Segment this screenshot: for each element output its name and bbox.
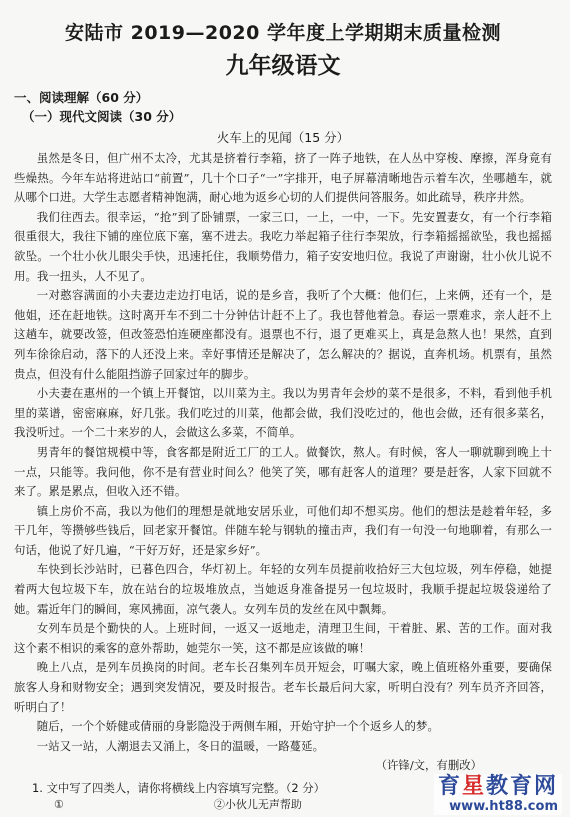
article-title: 火车上的见闻（15 分）: [216, 130, 350, 145]
article-paragraph: 男青年的餐馆规模中等，食客都是附近工厂的工人。做餐饮，熬人。有时候，客人一聊就聊到晚上十一点，只能等。我问他，你不是有营业时间么？他笑了笑，哪有赶客人的道理？要是赶客，人家下回就不来了。累是累点，但收入还不错。: [14, 444, 552, 499]
exam-title: 安陆市 2019—2020 学年度上学期期末质量检测: [65, 22, 501, 44]
article-paragraph: 晚上八点，是列车员换岗的时间。老车长召集列车员开短会，叮嘱大家，晚上值班格外重要，要确保旅客人身和财物安全；遇到突发情况，要及时报告。老车长最后问大家，听明白没有？列车员齐齐回答，听明白了！: [14, 660, 552, 714]
watermark-logo: 育星教育网: [437, 774, 558, 799]
article-body: [14, 149, 552, 756]
question-1: 1. 文中写了四类人，请你将横线上内容填写完整。（2 分）: [32, 781, 326, 795]
article-paragraph: 随后，一个个娇健或倩丽的身影隐没于两侧车厢，开始守护一个个返乡人的梦。: [36, 719, 439, 734]
article-paragraph: 车快到长沙站时，已暮色四合，华灯初上。年轻的女列车员提前收拾好三大包垃圾，列车停稳，她提着两大包垃圾下车，放在站台的垃圾堆放点，当她返身准备提另一包垃圾时，我顺手提起垃圾袋递给了她。霜近年门的瞬间，寒风拂面，凉气袭人。女列车员的发丝在风中飘舞。: [14, 562, 552, 616]
article-paragraph: 虽然是冬日，但广州不太冷，尤其是挤着行李箱，挤了一阵子地铁，在人丛中穿梭、摩擦，浑身竟有些燥热。今年车站将进站口“前置”，几十个口子“一”字排开，电子屏幕清晰地告示着车次，坐哪趟车，就从哪个口进。大学生志愿者精神饱满，耐心地为返乡心切的人们提供问答服务。如此疏导，秩序井然。: [14, 151, 552, 205]
section-heading-reading: 一、阅读理解（60 分）: [14, 90, 149, 105]
answer-blank-2[interactable]: ②小伙儿无声帮助: [213, 798, 302, 811]
watermark-url: www.ht88.com: [449, 799, 558, 814]
article-paragraph: 一站又一站，人潮退去又涌上，冬日的温暖，一路蔓延。: [36, 738, 325, 753]
article-paragraph: 镇上房价不高，我以为他们的理想是就地安居乐业，可他们却不想买房。他们的想法是趁着年轻，多干几年，等攒够些钱后，回老家开餐馆。伴随车轮与钢轨的撞击声，我们有一句没一句地聊着，有那么一句话，他说了好几遍，“干好万好，还是家乡好”。: [14, 503, 552, 557]
article-credit: （许锋/文，有删改）: [375, 758, 482, 773]
subject-title: 九年级语文: [225, 53, 341, 79]
article-paragraph: 我们往西去。很幸运，“抢”到了卧铺票，一家三口，一上，一中，一下。先安置妻女，有一个行李箱很重很大，我往下铺的座位底下塞，塞不进去。我吃力举起箱子往行李架放，行李箱摇摇欲坠，我也摇摇欲坠。一个壮小伙儿眼尖手快，迅速托住，我顺势借力，箱子安安地归位。我说了声谢谢，壮小伙儿说不用。我一扭头，人不见了。: [14, 209, 552, 283]
site-watermark: [434, 774, 562, 815]
article-paragraph: 女列车员是个勤快的人。上班时间，一返又一返地走，清理卫生间，干着脏、累、苦的工作。面对我这个素不相识的乘客的意外帮助，她莞尔一笑，这不都是应该做的嘛！: [14, 621, 552, 655]
sub-heading-modern-reading: （一）现代文阅读（30 分）: [22, 109, 182, 124]
article-paragraph: 小夫妻在惠州的一个镇上开餐馆，以川菜为主。我以为男青年会炒的菜不是很多，不料，看到他手机里的菜谱，密密麻麻，好几张。我们吃过的川菜，他都会做，我们没吃过的，他也会做，还有很多菜名，我没听过。一个二十来岁的人，会做这么多菜，不简单。: [14, 386, 552, 440]
answer-blank-1[interactable]: ①: [54, 798, 64, 811]
article-paragraph: 一对憨容满面的小夫妻边走边打电话，说的是乡音，我听了个大概：他们仨，上来俩，还有一个，是他姐，还在赶地铁。这时离开车不到二十分钟估计赶不上了。我也替他着急。春运一票难求，亲人赶不上这趟车，就要改签，但改签恐怕连硬座都没有。退票也不行，退了更难买上，真是急熬人也！果然，直到列车徐徐启动，落下的人还没上来。幸好事情还是解决了，怎么解决的？据说，直奔机场。机票有，虽然贵点，但没有什么能阻挡游子回家过年的脚步。: [14, 288, 552, 381]
